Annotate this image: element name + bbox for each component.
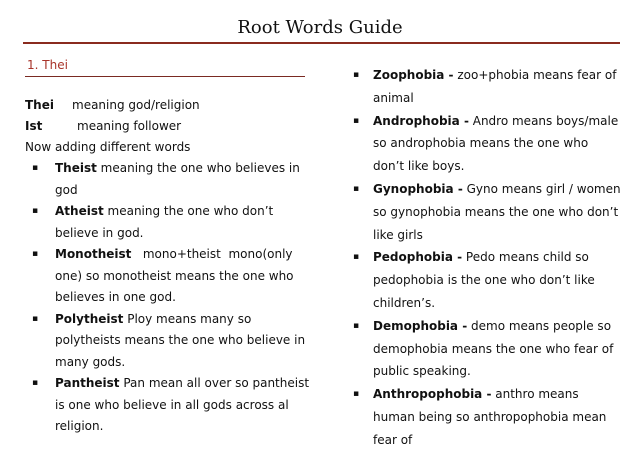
entry-text: mono+theist mono(only one) so monotheist means the one who believes in one god. bbox=[55, 247, 298, 304]
bullet-icon: ▪ bbox=[353, 320, 360, 331]
list-item bbox=[25, 158, 310, 201]
definition-term: Ist bbox=[25, 119, 43, 133]
list-item bbox=[352, 383, 622, 451]
bullet-icon: ▪ bbox=[353, 70, 360, 80]
entry-text: meaning the one who don’t believe in god. bbox=[55, 204, 274, 240]
bullet-icon: ▪ bbox=[32, 313, 39, 324]
entry-text: Pan mean all over so pantheist is one who believe in all gods across al religion. bbox=[55, 376, 310, 433]
entry-term: Theist bbox=[55, 161, 97, 175]
bullet-icon: ▪ bbox=[32, 378, 39, 388]
entry-text: Pedo means child so pedophobia is the one who don’t like children’s. bbox=[373, 250, 595, 310]
definition-term: Thei bbox=[25, 98, 54, 112]
intro-text: Now adding different words bbox=[25, 140, 191, 154]
entry-term: Polytheist bbox=[55, 311, 124, 326]
list-item bbox=[352, 110, 622, 178]
bullet-icon: ▪ bbox=[32, 206, 39, 216]
title-divider bbox=[23, 42, 620, 44]
section-heading: 1. Thei bbox=[27, 58, 68, 72]
entry-text: meaning the one who believes in god bbox=[55, 161, 300, 197]
entry-term: Anthropophobia - bbox=[373, 387, 492, 402]
theist-word-list bbox=[25, 158, 310, 438]
section-divider bbox=[25, 76, 305, 77]
phobia-word-list bbox=[352, 64, 622, 452]
entry-term: Pantheist bbox=[55, 376, 120, 390]
entry-text: Andro means boys/male so androphobia means the one who don’t like boys. bbox=[373, 113, 619, 174]
entry-term: Zoophobia - bbox=[373, 68, 454, 82]
bullet-icon: ▪ bbox=[32, 249, 39, 259]
list-item bbox=[352, 178, 622, 246]
list-item bbox=[352, 246, 622, 314]
entry-text: Ploy means many so polytheists means the one who believe in many gods. bbox=[55, 311, 306, 369]
definition-block bbox=[25, 95, 310, 137]
entry-term: Monotheist bbox=[55, 247, 132, 261]
definition-meaning: meaning god/religion bbox=[72, 98, 200, 112]
bullet-icon: ▪ bbox=[32, 163, 39, 173]
entry-text: Gyno means girl / women so gynophobia means the one who don’t like girls bbox=[373, 181, 621, 242]
page-title: Root Words Guide bbox=[237, 17, 403, 38]
entry-text: demo means people so demophobia means the one who fear of public speaking. bbox=[373, 318, 614, 379]
definition-line bbox=[25, 116, 310, 137]
list-item bbox=[352, 64, 622, 110]
definition-line bbox=[25, 95, 310, 116]
entry-text: zoo+phobia means fear of animal bbox=[373, 68, 617, 105]
list-item bbox=[25, 309, 310, 374]
bullet-icon: ▪ bbox=[353, 252, 360, 263]
entry-text: anthro means human being so anthropophobia mean fear of bbox=[373, 387, 607, 447]
bullet-icon: ▪ bbox=[353, 183, 360, 194]
bullet-icon: ▪ bbox=[353, 115, 360, 126]
entry-term: Gynophobia - bbox=[373, 181, 463, 196]
left-column bbox=[25, 56, 310, 438]
list-item bbox=[352, 315, 622, 383]
list-item bbox=[25, 373, 310, 438]
list-item bbox=[25, 201, 310, 244]
entry-term: Pedophobia - bbox=[373, 250, 463, 265]
definition-meaning: meaning follower bbox=[77, 119, 182, 133]
bullet-icon: ▪ bbox=[353, 389, 360, 400]
entry-term: Androphobia - bbox=[373, 113, 469, 128]
entry-term: Atheist bbox=[55, 204, 104, 218]
entry-term: Demophobia - bbox=[373, 318, 468, 333]
list-item bbox=[25, 244, 310, 309]
right-column bbox=[352, 64, 622, 452]
